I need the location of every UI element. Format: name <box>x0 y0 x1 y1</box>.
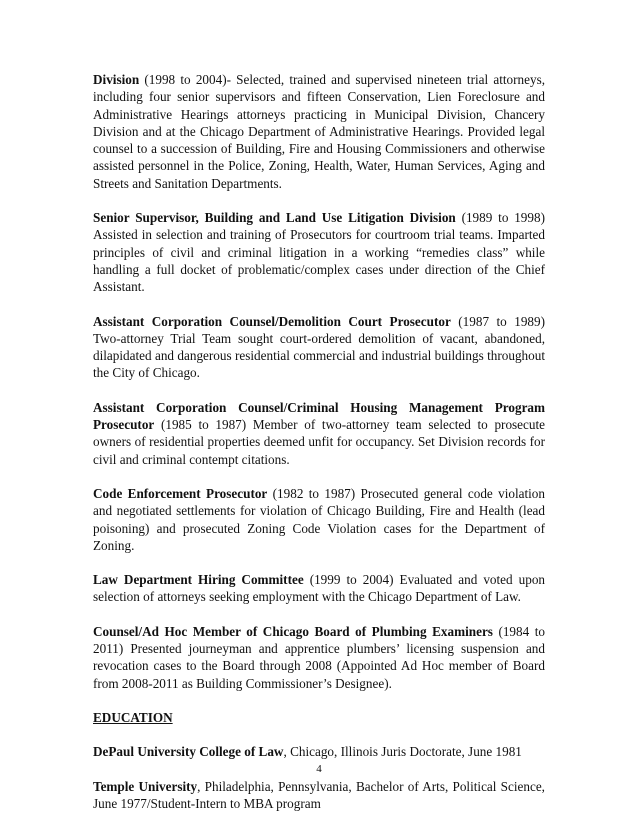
education-entry-temple <box>93 778 545 813</box>
resume-page <box>93 71 545 829</box>
entry-title: Assistant Corporation Counsel/Criminal Housing Management Program Prosecutor <box>93 399 545 433</box>
page-number: 4 <box>316 763 322 775</box>
entry-text: , Philadelphia, Pennsylvania, Bachelor of Arts, Political Science, June 1977/Student-Intern to MBA program <box>93 778 545 811</box>
experience-entry-plumbing-examiners <box>93 623 545 692</box>
entry-text: (1982 to 1987) Prosecuted general code violation and negotiated settlements for violation of Chicago Building, Fire and Health (lead poisoning) and prosecuted Zoning Code Violation cases for the Department of Zoning. <box>93 485 545 553</box>
experience-entry-code-enforcement <box>93 485 545 554</box>
experience-entry-senior-supervisor <box>93 209 545 295</box>
experience-entry-criminal-housing <box>93 399 545 468</box>
entry-title: Counsel/Ad Hoc Member of Chicago Board of Plumbing Examiners <box>93 623 493 639</box>
experience-entry-hiring-committee <box>93 571 545 606</box>
entry-text: , Chicago, Illinois Juris Doctorate, June 1981 <box>283 744 522 760</box>
entry-text: (1985 to 1987) Member of two-attorney team selected to prosecute owners of residential properties deemed unfit for occupancy. Set Division records for civil and criminal contempt citations. <box>93 417 545 467</box>
experience-entry-division <box>93 71 545 192</box>
entry-title: Code Enforcement Prosecutor <box>93 485 268 501</box>
entry-title: Senior Supervisor, Building and Land Use Litigation Division <box>93 210 456 226</box>
entry-text: (1989 to 1998) Assisted in selection and training of Prosecutors for courtroom trial teams. Imparted principles of civil and criminal litigation in a working “remedies class” while handling a full docket of problematic/complex cases under direction of the Chief Assistant. <box>93 210 545 295</box>
entry-title: Division <box>93 72 140 87</box>
entry-title: Law Department Hiring Committee <box>93 572 304 588</box>
entry-text: (1987 to 1989) Two-attorney Trial Team sought court-ordered demolition of vacant, abandoned, dilapidated and dangerous residential commercial and industrial buildings throughout the City of Chicago. <box>93 313 545 381</box>
education-heading: EDUCATION <box>93 709 173 725</box>
education-entry-depaul <box>93 743 545 760</box>
entry-title: DePaul University College of Law <box>93 744 284 760</box>
entry-title: Assistant Corporation Counsel/Demolition Court Prosecutor <box>93 313 451 329</box>
entry-text: (1998 to 2004)- Selected, trained and supervised nineteen trial attorneys, including four senior supervisors and fifteen Conservation, Lien Foreclosure and Administrative Hearings attorneys practicing in Municipal Division, Chancery Division and at the Chicago Department of Administrative Hearings. Provided legal counsel to a succession of Building, Fire and Housing Commissioners and otherwise assisted personnel in the Police, Zoning, Health, Water, Human Services, Aging and Streets and Sanitation Departments. <box>93 72 545 191</box>
entry-text: (1984 to 2011) Presented journeyman and apprentice plumbers’ licensing suspension and revocation cases to the Board through 2008 (Appointed Ad Hoc member of Board from 2008-2011 as Building Commissioner’s Designee). <box>93 623 545 691</box>
entry-text: (1999 to 2004) Evaluated and voted upon selection of attorneys seeking employment with the Chicago Department of Law. <box>93 572 546 605</box>
experience-entry-demolition-court <box>93 313 545 382</box>
entry-title: Temple University <box>93 778 198 794</box>
